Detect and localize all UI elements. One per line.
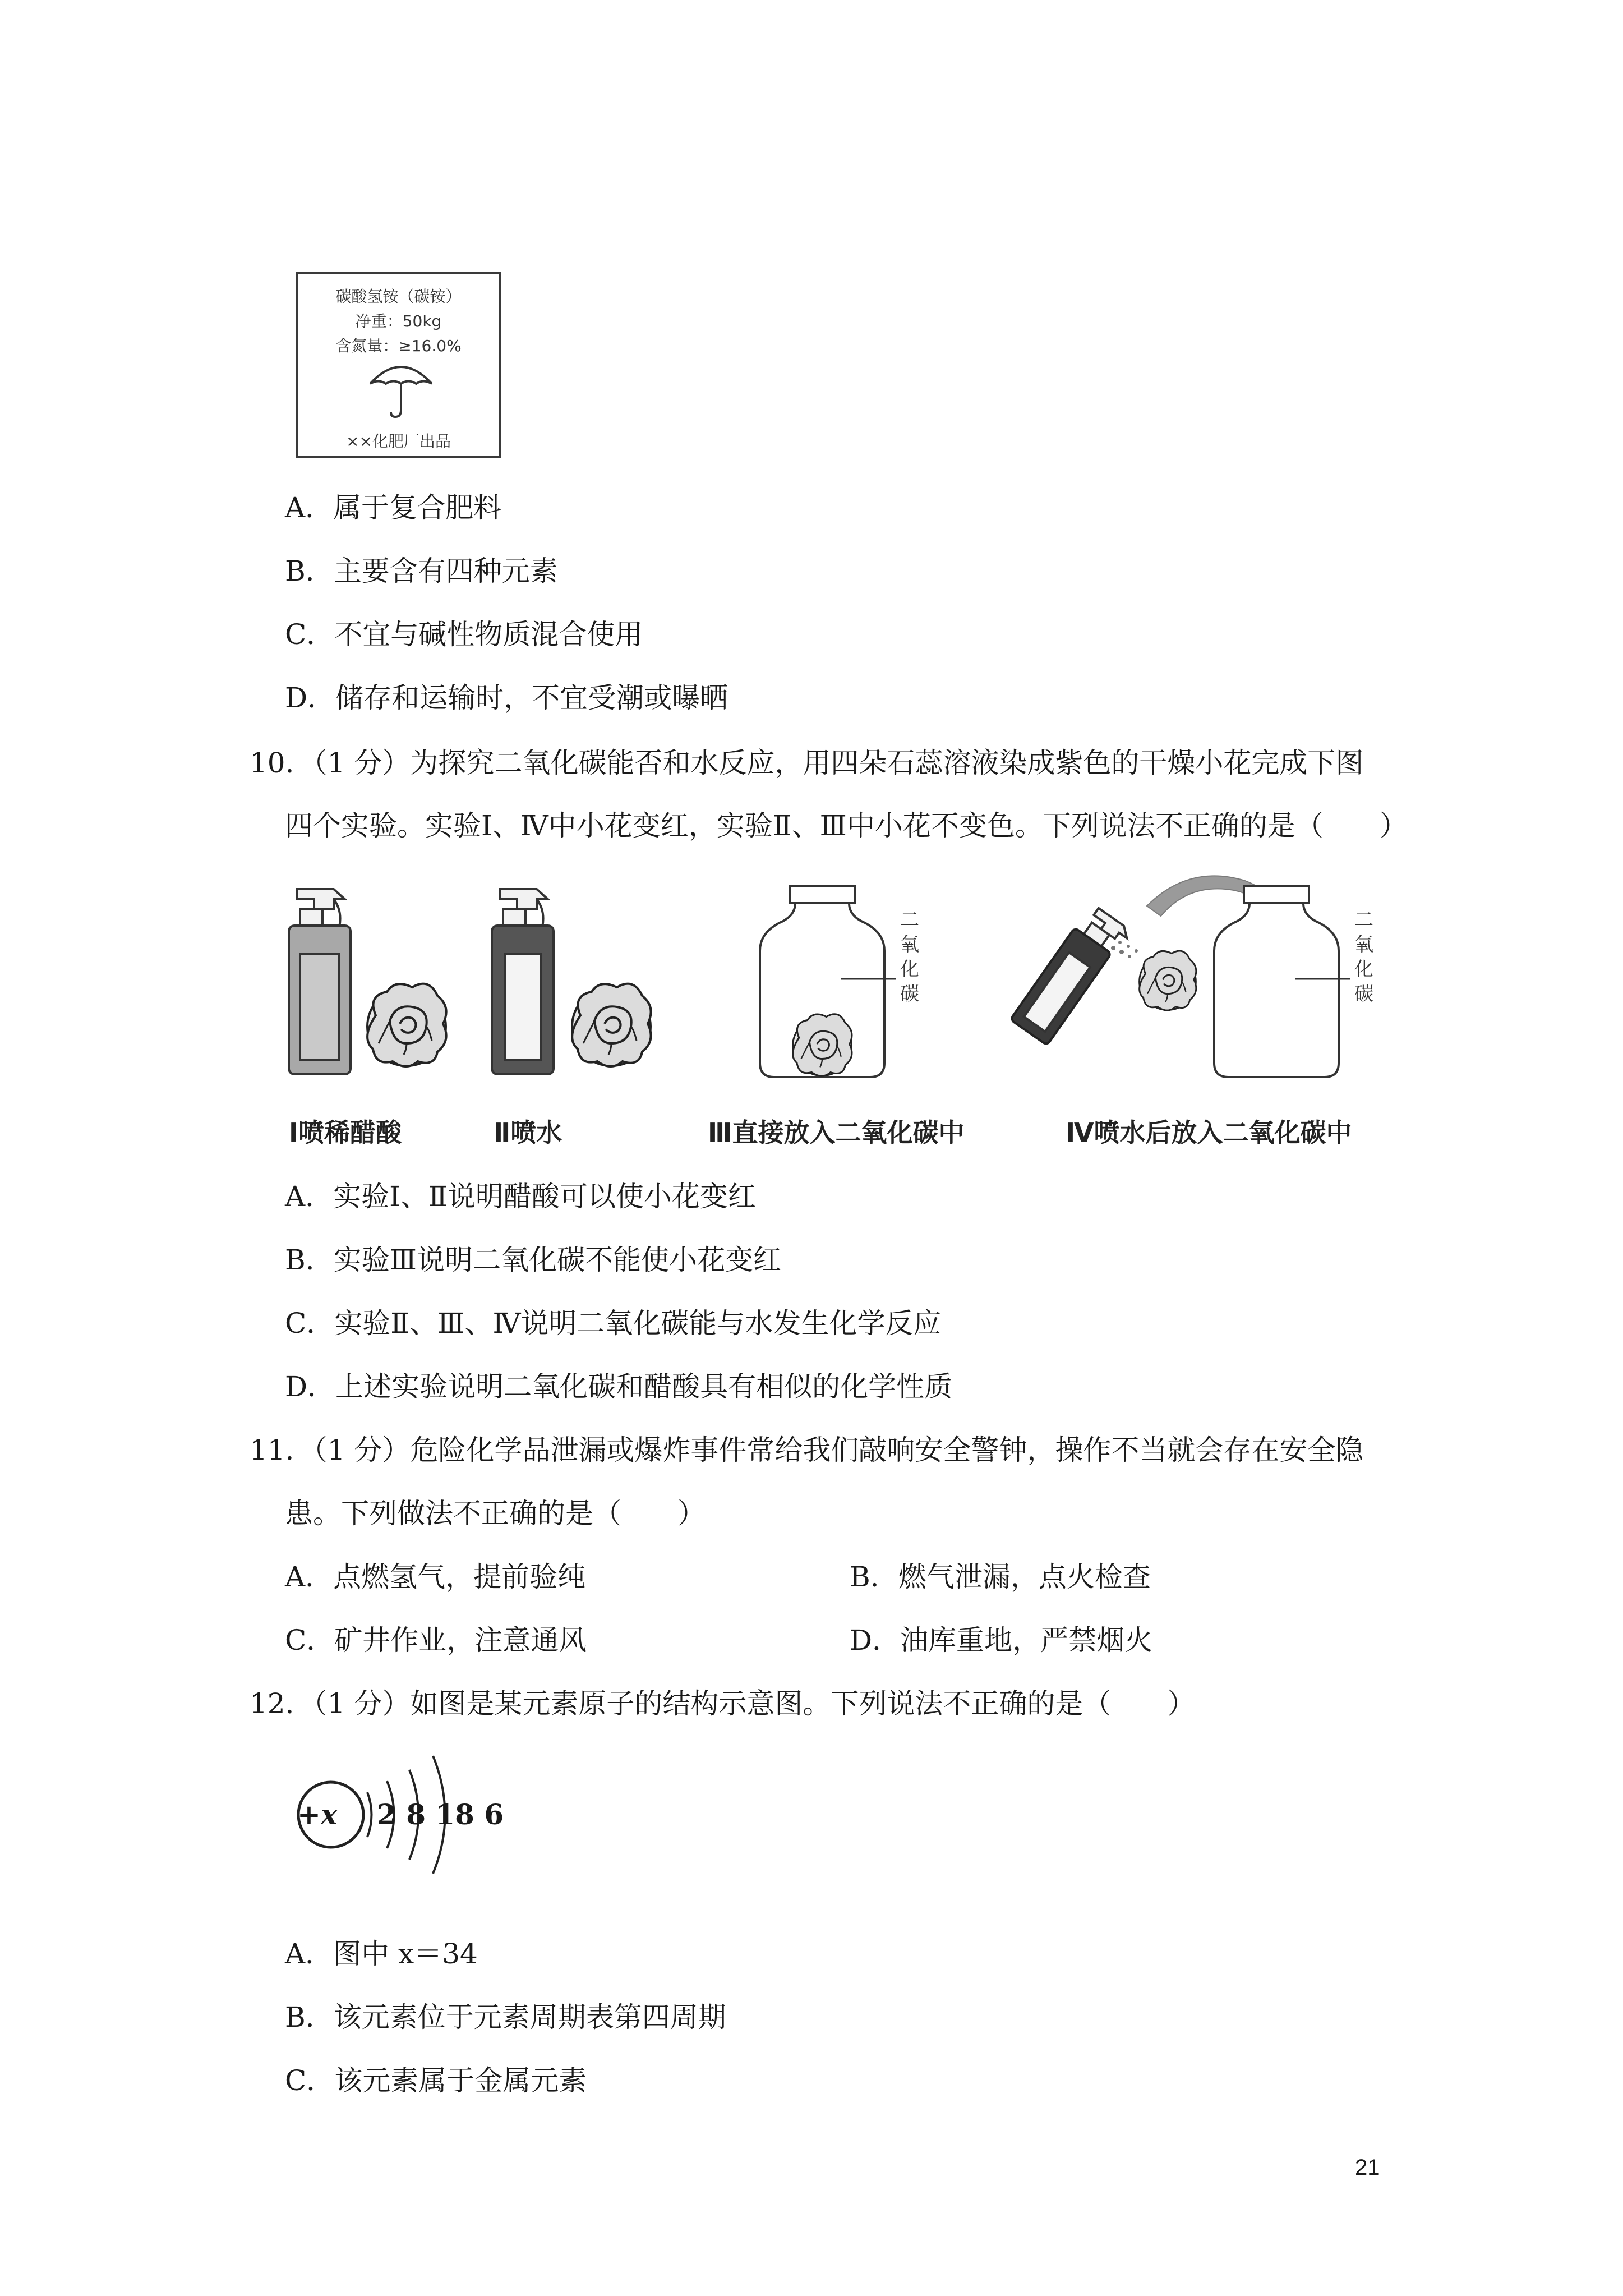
q10-option-c: C．实验Ⅱ、Ⅲ、Ⅳ说明二氧化碳能与水发生化学反应 xyxy=(285,1307,942,1340)
atom-nucleus-label: +x xyxy=(297,1798,338,1831)
co2-jar-4 xyxy=(1214,886,1350,1077)
q11-option-a: A．点燃氢气，提前验纯 xyxy=(285,1561,586,1593)
q9-option-c: C．不宜与碱性物质混合使用 xyxy=(285,618,643,651)
label-weight: 净重：50kg xyxy=(355,312,442,330)
page-number: 21 xyxy=(1355,2155,1380,2180)
co2-experiment-figure xyxy=(280,867,1402,1130)
q10-stem-line2: 四个实验。实验Ⅰ、Ⅳ中小花变红，实验Ⅱ、Ⅲ中小花不变色。下列说法不正确的是（ ） xyxy=(285,809,1408,842)
umbrella-icon xyxy=(365,358,437,420)
label-nitrogen: 含氮量：≥16.0% xyxy=(335,337,462,355)
gas-label-3: 二 氧 化 碳 xyxy=(900,909,919,1005)
q12-option-a: A．图中 x＝34 xyxy=(285,1938,478,1970)
gas-label-4: 二 氧 化 碳 xyxy=(1354,909,1373,1005)
q9-option-b: B．主要含有四种元素 xyxy=(285,555,558,587)
fertilizer-label xyxy=(296,272,501,458)
label-name: 碳酸氢铵（碳铵） xyxy=(335,287,462,306)
q10-option-b: B．实验Ⅲ说明二氧化碳不能使小花变红 xyxy=(285,1244,781,1276)
spray-mist xyxy=(1111,941,1138,958)
spray-bottle-2 xyxy=(492,889,554,1074)
flower-2 xyxy=(572,984,651,1066)
q11-option-b: B．燃气泄漏，点火检查 xyxy=(850,1561,1151,1593)
flower-1 xyxy=(367,984,446,1066)
q10-option-a: A．实验Ⅰ、Ⅱ说明醋酸可以使小花变红 xyxy=(285,1180,756,1213)
label-maker: ××化肥厂出品 xyxy=(346,432,451,450)
figure-caption-3: Ⅲ直接放入二氧化碳中 xyxy=(708,1117,965,1148)
q11-option-c: C．矿井作业，注意通风 xyxy=(285,1624,587,1657)
flower-3 xyxy=(793,1014,852,1076)
q10-stem-line1: 10．（1 分）为探究二氧化碳能否和水反应，用四朵石蕊溶液染成紫色的干燥小花完成下图 xyxy=(250,747,1364,779)
q9-option-a: A．属于复合肥料 xyxy=(285,491,502,524)
q12-option-c: C．该元素属于金属元素 xyxy=(285,2064,587,2097)
q12-option-b: B．该元素位于元素周期表第四周期 xyxy=(285,2001,726,2033)
q11-stem-line1: 11．（1 分）危险化学品泄漏或爆炸事件常给我们敲响安全警钟，操作不当就会存在安全隐 xyxy=(250,1434,1364,1466)
q10-option-d: D．上述实验说明二氧化碳和醋酸具有相似的化学性质 xyxy=(285,1370,953,1403)
atom-shell-electrons: 2 8 18 6 xyxy=(377,1798,504,1831)
figure-caption-4: Ⅳ喷水后放入二氧化碳中 xyxy=(1066,1117,1352,1148)
spray-bottle-1 xyxy=(289,889,351,1074)
q12-stem: 12．（1 分）如图是某元素原子的结构示意图。下列说法不正确的是（ ） xyxy=(250,1687,1196,1720)
q11-option-d: D．油库重地，严禁烟火 xyxy=(850,1624,1153,1657)
figure-caption-1: Ⅰ喷稀醋酸 xyxy=(289,1117,402,1148)
q9-option-d: D．储存和运输时，不宜受潮或曝晒 xyxy=(285,682,728,714)
figure-caption-2: Ⅱ喷水 xyxy=(494,1117,562,1148)
q11-stem-line2: 患。下列做法不正确的是（ ） xyxy=(285,1497,706,1530)
spray-bottle-4 xyxy=(1011,903,1132,1047)
flower-4 xyxy=(1140,951,1196,1010)
